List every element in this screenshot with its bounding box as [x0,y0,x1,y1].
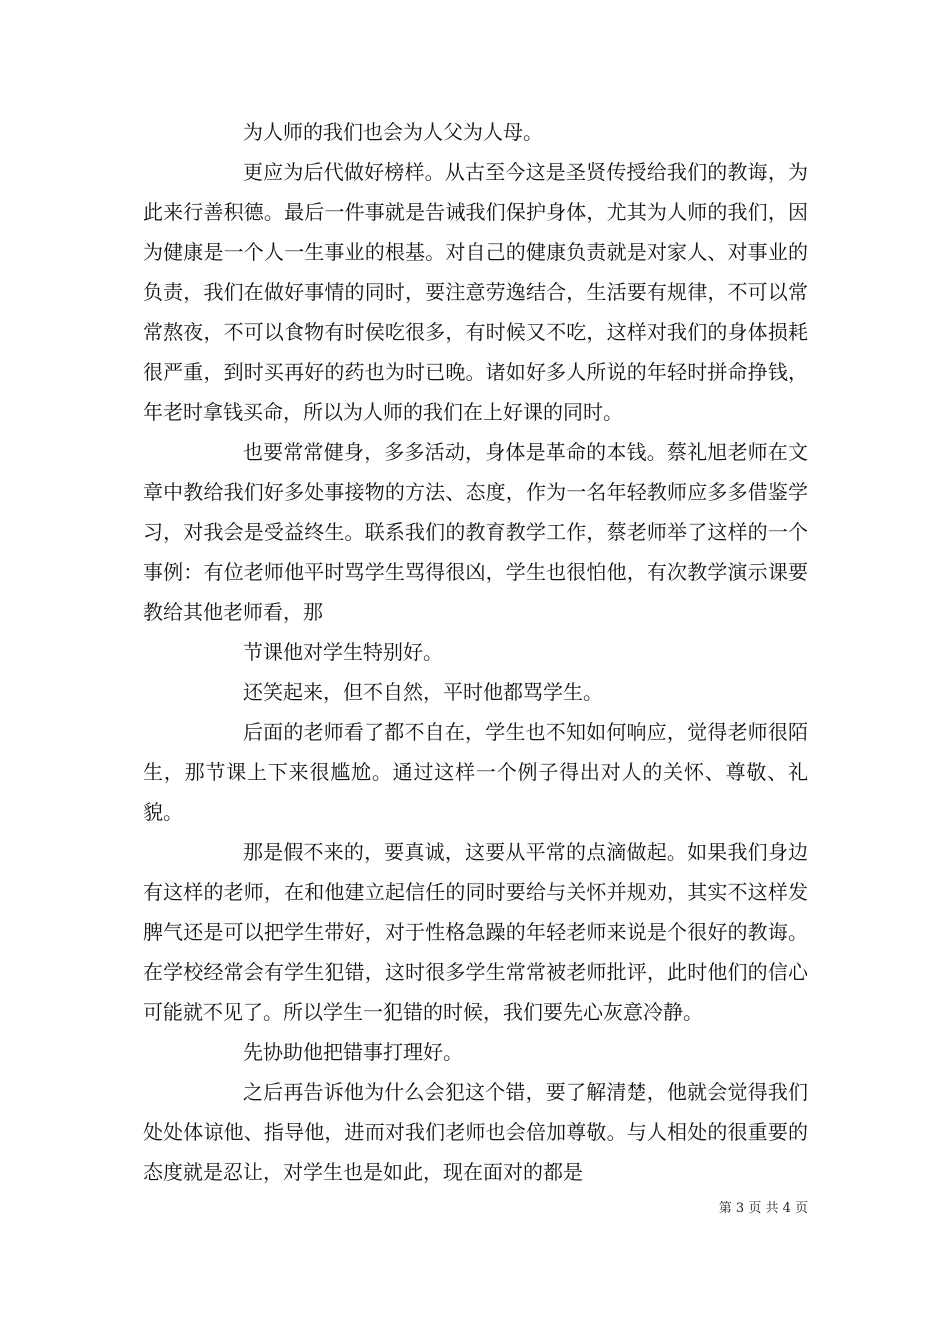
paragraph-6: 后面的老师看了都不自在，学生也不知如何响应，觉得老师很陌生，那节课上下来很尴尬。通过这样一个例子得出对人的关怀、尊敬、礼貌。 [143,720,808,824]
paragraph-7: 那是假不来的，要真诚，这要从平常的点滴做起。如果我们身边有这样的老师，在和他建立起信任的同时要给与关怀并规劝，其实不这样发脾气还是可以把学生带好，对于性格急躁的年轻老师来说是个很好的教诲。在学校经常会有学生犯错，这时很多学生常常被老师批评，此时他们的信心可能就不见了。所以学生一犯错的时候，我们要先心灰意冷静。 [143,840,808,1024]
paragraph-4: 节课他对学生特别好。 [243,640,443,664]
page-number-footer: 第 3 页 共 4 页 [718,1201,808,1216]
paragraph-5: 还笑起来，但不自然，平时他都骂学生。 [243,680,603,704]
body-text [143,112,808,1192]
paragraph-3: 也要常常健身，多多活动，身体是革命的本钱。蔡礼旭老师在文章中教给我们好多处事接物的方法、态度，作为一名年轻教师应多多借鉴学习，对我会是受益终生。联系我们的教育教学工作，蔡老师举了这样的一个事例：有位老师他平时骂学生骂得很凶，学生也很怕他，有次教学演示课要教给其他老师看，那 [143,440,808,624]
paragraph-8: 先协助他把错事打理好。 [243,1040,463,1064]
paragraph-1: 为人师的我们也会为人父为人母。 [243,120,543,144]
paragraph-2: 更应为后代做好榜样。从古至今这是圣贤传授给我们的教诲，为此来行善积德。最后一件事就是告诫我们保护身体，尤其为人师的我们，因为健康是一个人一生事业的根基。对自己的健康负责就是对家人、对事业的负责，我们在做好事情的同时，要注意劳逸结合，生活要有规律，不可以常常熬夜，不可以食物有时侯吃很多，有时候又不吃，这样对我们的身体损耗很严重，到时买再好的药也为时已晚。诸如好多人所说的年轻时拼命挣钱，年老时拿钱买命，所以为人师的我们在上好课的同时。 [143,160,808,424]
paragraph-9: 之后再告诉他为什么会犯这个错，要了解清楚，他就会觉得我们处处体谅他、指导他，进而对我们老师也会倍加尊敬。与人相处的很重要的态度就是忍让，对学生也是如此，现在面对的都是 [143,1080,808,1184]
